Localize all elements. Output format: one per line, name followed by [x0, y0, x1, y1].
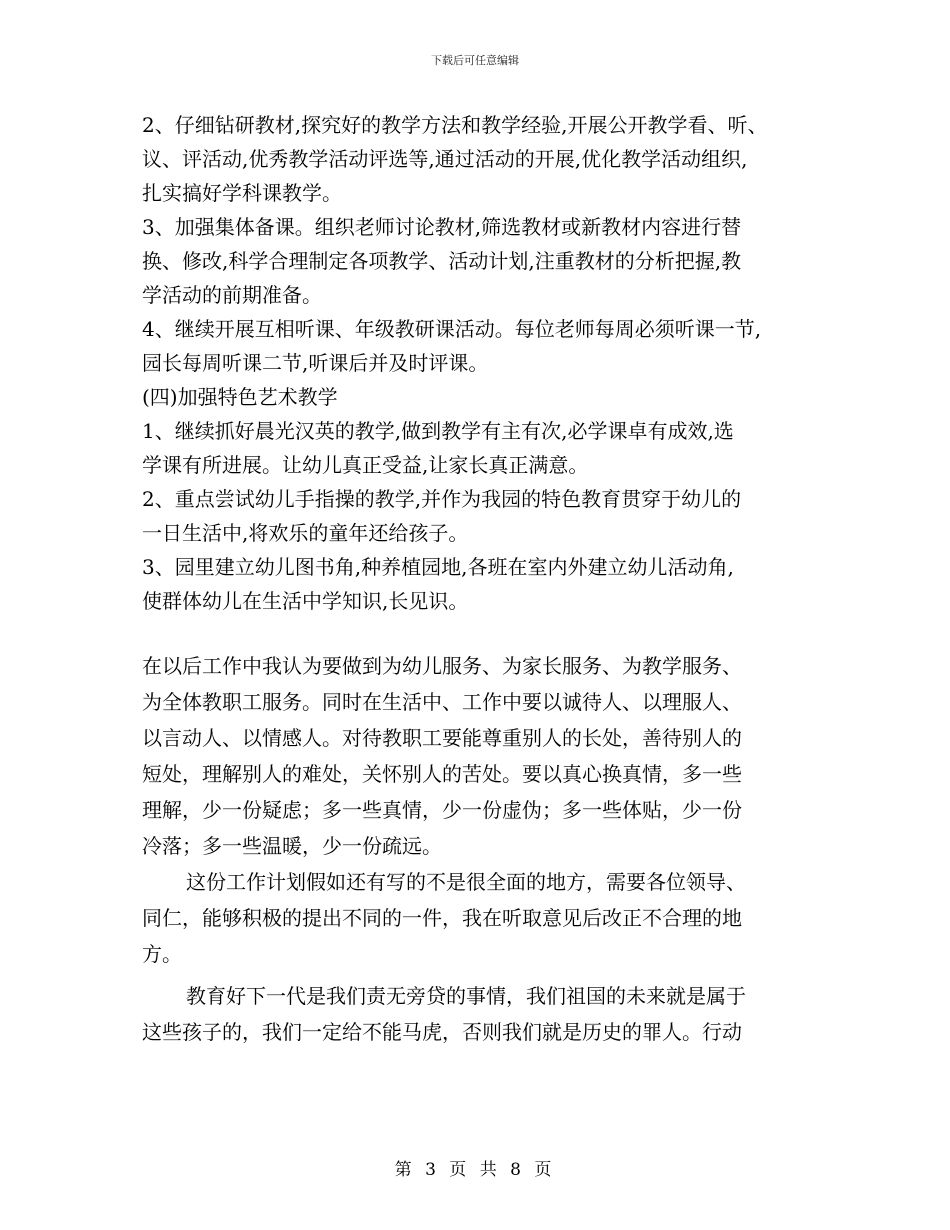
text-line: 以言动人、以情感人。对待教职工要能尊重别人的长处，善待别人的: [142, 726, 742, 750]
text-line: 短处，理解别人的难处，关怀别人的苦处。要以真心换真情，多一些: [142, 762, 742, 786]
text-line: 3、园里建立幼儿图书角,种养植园地,各班在室内外建立幼儿活动角,: [142, 555, 734, 579]
section-plan-paragraph: [142, 864, 810, 972]
text-line: 使群体幼儿在生活中学知识,长见识。: [142, 589, 469, 613]
text-line: 理解，少一份疑虑；多一些真情，少一份虚伪；多一些体贴，少一份: [142, 798, 742, 822]
text-line: 4、继续开展互相听课、年级教研课活动。每位老师每周必须听课一节,: [142, 317, 762, 341]
text-line: 方。: [142, 942, 182, 966]
section-teaching-list: [142, 108, 810, 618]
text-line: 1、继续抓好晨光汉英的教学,做到教学有主有次,必学课卓有成效,选: [142, 419, 734, 443]
document-body: [142, 108, 810, 1050]
text-line: 扎实搞好学科课教学。: [142, 181, 342, 205]
text-line: 园长每周听课二节,听课后并及时评课。: [142, 351, 489, 375]
page-number-footer: 第 3 页 共 8 页: [394, 1160, 556, 1180]
text-line: 2、仔细钻研教材,探究好的教学方法和教学经验,开展公开教学看、听、: [142, 113, 768, 137]
text-line: 一日生活中,将欢乐的童年还给孩子。: [142, 521, 469, 545]
text-line: 这些孩子的，我们一定给不能马虎，否则我们就是历史的罪人。行动: [142, 1020, 742, 1044]
text-line: 3、加强集体备课。组织老师讨论教材,筛选教材或新教材内容进行替: [142, 215, 742, 239]
text-line: 议、评活动,优秀教学活动评选等,通过活动的开展,优化教学活动组织,: [142, 147, 748, 171]
text-line: 教育好下一代是我们责无旁贷的事情，我们祖国的未来就是属于: [186, 984, 746, 1008]
text-line: 学活动的前期准备。: [142, 283, 322, 307]
section-heading: (四)加强特色艺术教学: [142, 385, 338, 409]
text-line: 换、修改,科学合理制定各项教学、活动计划,注重教材的分析把握,教: [142, 249, 742, 273]
section-service-paragraph: [142, 648, 810, 864]
text-line: 这份工作计划假如还有写的不是很全面的地方，需要各位领导、: [186, 870, 746, 894]
paragraph-gap: [142, 618, 810, 648]
page-header: 下载后可任意编辑: [431, 54, 519, 67]
section-education-paragraph: [142, 978, 810, 1050]
text-line: 同仁，能够积极的提出不同的一件，我在听取意见后改正不合理的地: [142, 906, 742, 930]
text-line: 为全体教职工服务。同时在生活中、工作中要以诚待人、以理服人、: [142, 690, 742, 714]
text-line: 在以后工作中我认为要做到为幼儿服务、为家长服务、为教学服务、: [142, 654, 742, 678]
text-line: 冷落；多一些温暖，少一份疏远。: [142, 834, 442, 858]
text-line: 学课有所进展。让幼儿真正受益,让家长真正满意。: [142, 453, 589, 477]
text-line: 2、重点尝试幼儿手指操的教学,并作为我园的特色教育贯穿于幼儿的: [142, 487, 742, 511]
